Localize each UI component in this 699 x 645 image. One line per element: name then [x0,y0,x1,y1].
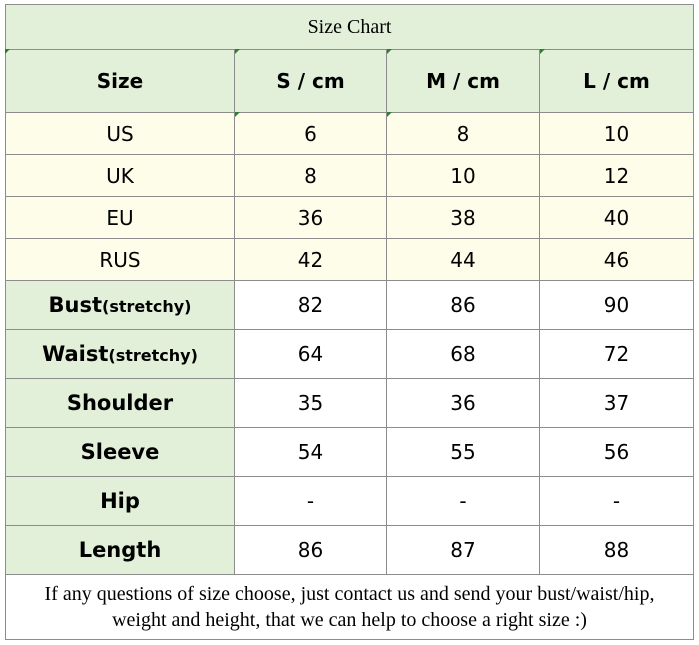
row-label: RUS [6,239,235,281]
row-label-shoulder [6,379,235,428]
header-size: Size [6,50,235,113]
cell-s: 82 [235,281,387,330]
cell-m: 36 [387,379,540,428]
size-chart [5,4,693,641]
cell-l: 90 [540,281,694,330]
table-row-bust [6,281,694,330]
row-label: EU [6,197,235,239]
cell-s: 42 [235,239,387,281]
cell-m: 8 [387,113,540,155]
row-label-hip [6,477,235,526]
cell-m: 87 [387,526,540,575]
cell-s: 8 [235,155,387,197]
measurement-note: (stretchy) [102,297,192,316]
table-row-sleeve [6,428,694,477]
header-l-cm: L / cm [540,50,694,113]
cell-l: 12 [540,155,694,197]
cell-m: 55 [387,428,540,477]
cell-m: 38 [387,197,540,239]
cell-m: - [387,477,540,526]
footer-row [6,575,694,640]
cell-l: 10 [540,113,694,155]
table-row-length [6,526,694,575]
row-label-length [6,526,235,575]
comment-marker [235,49,240,54]
header-m-cm: M / cm [387,50,540,113]
row-label-sleeve [6,428,235,477]
measurement-name: Bust [48,293,102,317]
row-label: UK [6,155,235,197]
cell-l: 46 [540,239,694,281]
cell-s: 6 [235,113,387,155]
cell-s: 36 [235,197,387,239]
table-row-rus [6,239,694,281]
table-row-uk [6,155,694,197]
footer-line-1: If any questions of size choose, just contact us and send your bust/waist/hip, [44,583,655,605]
footer-line-2: weight and height, that we can help to choose a right size :) [112,609,587,631]
cell-l: 40 [540,197,694,239]
chart-title: Size Chart [6,5,694,50]
row-label-waist [6,330,235,379]
measurement-name: Shoulder [66,391,174,415]
cell-s: - [235,477,387,526]
cell-l: 37 [540,379,694,428]
cell-s: 64 [235,330,387,379]
header-s-cm: S / cm [235,50,387,113]
footer-note [6,575,694,640]
header-row [6,50,694,113]
cell-m: 44 [387,239,540,281]
comment-marker [5,49,10,54]
cell-m: 86 [387,281,540,330]
table-row-eu [6,197,694,239]
comment-marker [540,49,545,54]
comment-marker [235,112,240,117]
cell-s: 54 [235,428,387,477]
cell-l: 88 [540,526,694,575]
cell-s: 86 [235,526,387,575]
cell-l: - [540,477,694,526]
comment-marker [387,49,392,54]
measurement-name: Sleeve [80,440,160,464]
table-row-hip [6,477,694,526]
table-row-us [6,113,694,155]
measurement-name: Waist [42,342,109,366]
title-row [6,5,694,50]
row-label: US [6,113,235,155]
measurement-note: (stretchy) [108,346,198,365]
table-row-waist [6,330,694,379]
comment-marker [387,112,392,117]
cell-m: 68 [387,330,540,379]
table-row-shoulder [6,379,694,428]
row-label-bust [6,281,235,330]
measurement-name: Hip [100,489,140,513]
cell-m: 10 [387,155,540,197]
cell-s: 35 [235,379,387,428]
size-chart-table [5,4,694,640]
measurement-name: Length [78,538,162,562]
cell-l: 56 [540,428,694,477]
cell-l: 72 [540,330,694,379]
